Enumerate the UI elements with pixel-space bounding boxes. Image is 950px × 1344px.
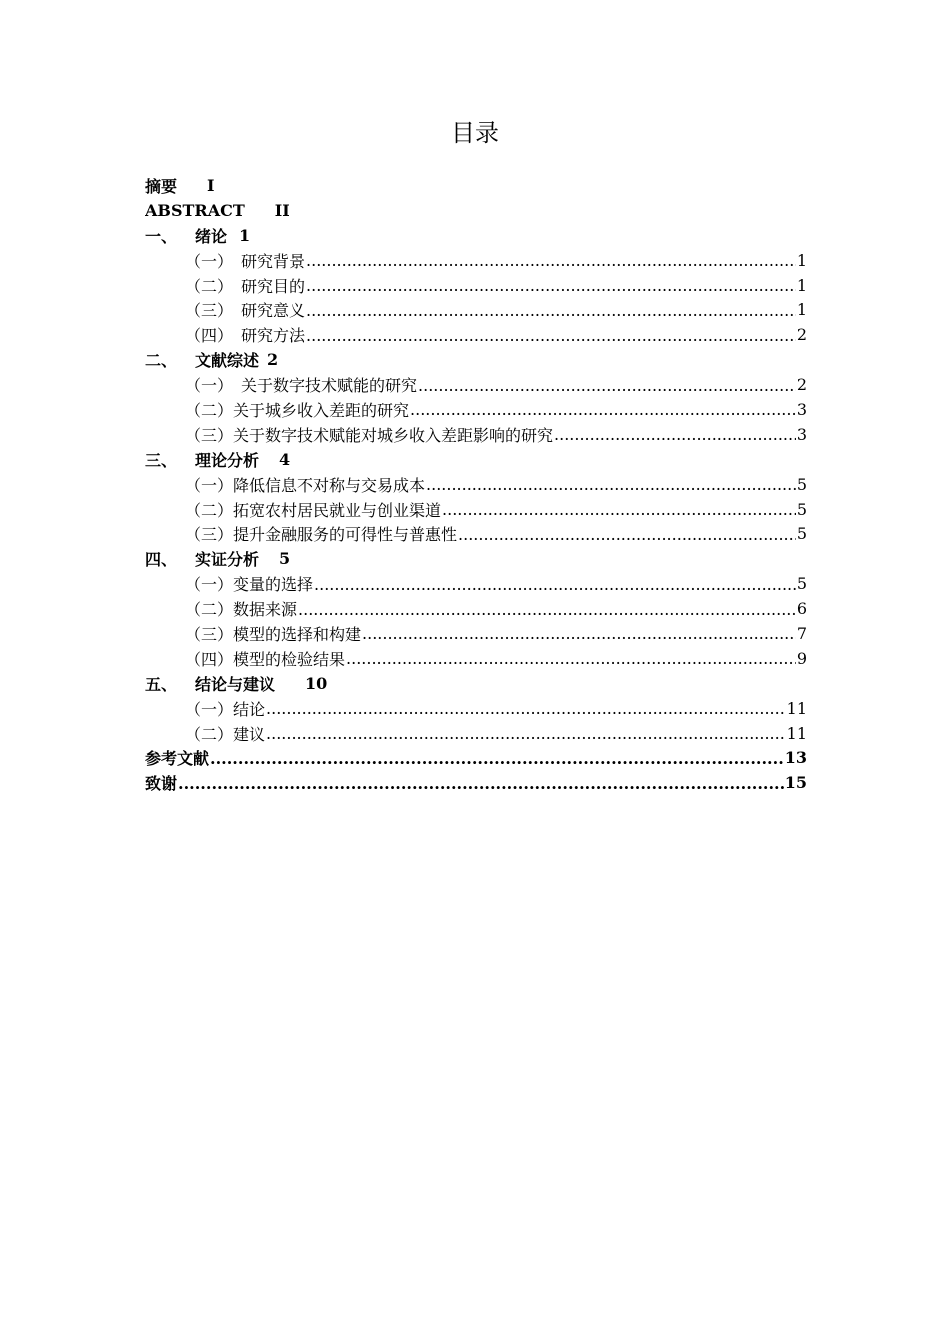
toc-entry-number: 三、 (145, 450, 178, 470)
toc-section-entry[interactable] (145, 696, 807, 721)
toc-dot-leader (306, 252, 796, 268)
toc-dot-leader (306, 277, 796, 293)
toc-page-number: 1 (239, 225, 251, 245)
toc-entry-label: 结论与建议 (195, 674, 276, 694)
toc-entry-number: （一） (185, 575, 234, 595)
toc-page-number: 11 (786, 723, 807, 743)
toc-page-number: 1 (796, 250, 807, 270)
toc-chapter-entry[interactable] (145, 447, 807, 472)
toc-entry-number: （一） (185, 699, 234, 719)
toc-page-number: 7 (796, 623, 807, 643)
toc-dot-leader (362, 625, 796, 641)
toc-entry-label: 实证分析 (195, 550, 260, 570)
table-of-contents (145, 173, 807, 795)
toc-entry-label: 文献综述 (195, 351, 260, 371)
toc-entry-label: 降低信息不对称与交易成本 (233, 475, 426, 495)
toc-chapter-entry[interactable] (145, 198, 807, 223)
toc-dot-leader (410, 401, 796, 417)
toc-dot-leader (178, 775, 784, 791)
toc-entry-label: 结论 (233, 699, 266, 719)
toc-section-entry[interactable] (145, 721, 807, 746)
toc-entry-label: 模型的检验结果 (233, 649, 346, 669)
toc-page-number: 3 (796, 424, 807, 444)
toc-section-entry[interactable] (145, 497, 807, 522)
toc-entry-label: 拓宽农村居民就业与创业渠道 (233, 500, 442, 520)
toc-page-number: 2 (796, 325, 807, 345)
toc-entry-number: 四、 (145, 550, 178, 570)
toc-section-entry[interactable] (145, 297, 807, 322)
toc-section-entry[interactable] (145, 322, 807, 347)
toc-entry-number: （一） (185, 251, 234, 271)
toc-page-number: 2 (267, 350, 279, 370)
toc-section-entry[interactable] (145, 596, 807, 621)
toc-dot-leader (346, 650, 796, 666)
toc-entry-number: （二） (185, 276, 234, 296)
toc-page-number: II (274, 200, 290, 220)
toc-entry-number: （四） (185, 649, 234, 669)
toc-section-entry[interactable] (145, 372, 807, 397)
toc-page-number: 1 (796, 300, 807, 320)
toc-entry-label: 关于数字技术赋能对城乡收入差距影响的研究 (233, 425, 554, 445)
toc-section-entry[interactable] (145, 273, 807, 298)
toc-entry-label: 数据来源 (233, 600, 298, 620)
toc-entry-label: 研究目的 (241, 276, 306, 296)
toc-dot-leader (314, 576, 796, 592)
toc-entry-number: （二） (185, 724, 234, 744)
toc-page-number: 2 (796, 375, 807, 395)
toc-section-entry[interactable] (145, 521, 807, 546)
toc-entry-label: 研究背景 (241, 251, 306, 271)
toc-section-entry[interactable] (145, 571, 807, 596)
toc-dot-leader (266, 700, 786, 716)
toc-chapter-entry[interactable] (145, 745, 807, 770)
toc-entry-label: 研究方法 (241, 326, 306, 346)
toc-entry-number: （二） (185, 500, 234, 520)
toc-entry-label: 参考文献 (145, 749, 210, 769)
toc-page-number: 5 (279, 549, 291, 569)
toc-entry-label: 研究意义 (241, 301, 306, 321)
toc-entry-number: （三） (185, 525, 234, 545)
toc-section-entry[interactable] (145, 646, 807, 671)
toc-entry-number: （三） (185, 301, 234, 321)
toc-section-entry[interactable] (145, 472, 807, 497)
toc-title: 目录 (451, 119, 499, 147)
toc-entry-number: （二） (185, 600, 234, 620)
toc-chapter-entry[interactable] (145, 223, 807, 248)
toc-dot-leader (554, 426, 796, 442)
toc-page-number: 5 (796, 474, 807, 494)
toc-entry-number: 一、 (145, 226, 178, 246)
toc-entry-number: （三） (185, 425, 234, 445)
toc-entry-number: （一） (185, 376, 234, 396)
toc-dot-leader (266, 725, 786, 741)
toc-entry-number: （二） (185, 400, 234, 420)
toc-entry-label: 关于数字技术赋能的研究 (241, 376, 418, 396)
toc-page-number: I (207, 175, 215, 195)
toc-dot-leader (442, 501, 796, 517)
toc-entry-label: 模型的选择和构建 (233, 624, 362, 644)
toc-entry-label: 理论分析 (195, 450, 260, 470)
toc-section-entry[interactable] (145, 621, 807, 646)
toc-entry-number: （一） (185, 475, 234, 495)
toc-entry-label: 致谢 (145, 774, 178, 794)
toc-page-number: 13 (784, 748, 807, 768)
toc-entry-number: 二、 (145, 351, 178, 371)
toc-entry-label: 摘要 (145, 176, 178, 196)
toc-dot-leader (458, 526, 796, 542)
toc-page-number: 6 (796, 599, 807, 619)
toc-entry-label: 变量的选择 (233, 575, 314, 595)
toc-page-number: 5 (796, 524, 807, 544)
toc-section-entry[interactable] (145, 397, 807, 422)
toc-dot-leader (426, 476, 796, 492)
toc-chapter-entry[interactable] (145, 770, 807, 795)
toc-section-entry[interactable] (145, 422, 807, 447)
toc-page-number: 3 (796, 399, 807, 419)
toc-page-number: 11 (786, 698, 807, 718)
toc-chapter-entry[interactable] (145, 347, 807, 372)
toc-entry-number: （三） (185, 624, 234, 644)
toc-page-number: 4 (279, 449, 291, 469)
toc-entry-label: 绪论 (195, 226, 228, 246)
toc-page-number: 1 (796, 275, 807, 295)
toc-dot-leader (306, 327, 796, 343)
toc-page-number: 9 (796, 648, 807, 668)
toc-chapter-entry[interactable] (145, 546, 807, 571)
toc-dot-leader (210, 750, 784, 766)
toc-entry-number: 五、 (145, 674, 178, 694)
toc-chapter-entry[interactable] (145, 671, 807, 696)
toc-entry-label: 建议 (233, 724, 266, 744)
toc-entry-label: ABSTRACT (145, 200, 245, 220)
toc-dot-leader (306, 302, 796, 318)
toc-entry-label: 提升金融服务的可得性与普惠性 (233, 525, 458, 545)
toc-dot-leader (418, 377, 796, 393)
toc-dot-leader (298, 601, 796, 617)
toc-page-number: 10 (305, 673, 328, 693)
toc-page-number: 5 (796, 574, 807, 594)
toc-page-number: 15 (784, 773, 807, 793)
toc-entry-label: 关于城乡收入差距的研究 (233, 400, 410, 420)
toc-entry-number: （四） (185, 326, 234, 346)
toc-section-entry[interactable] (145, 248, 807, 273)
toc-chapter-entry[interactable] (145, 173, 807, 198)
toc-page-number: 5 (796, 499, 807, 519)
